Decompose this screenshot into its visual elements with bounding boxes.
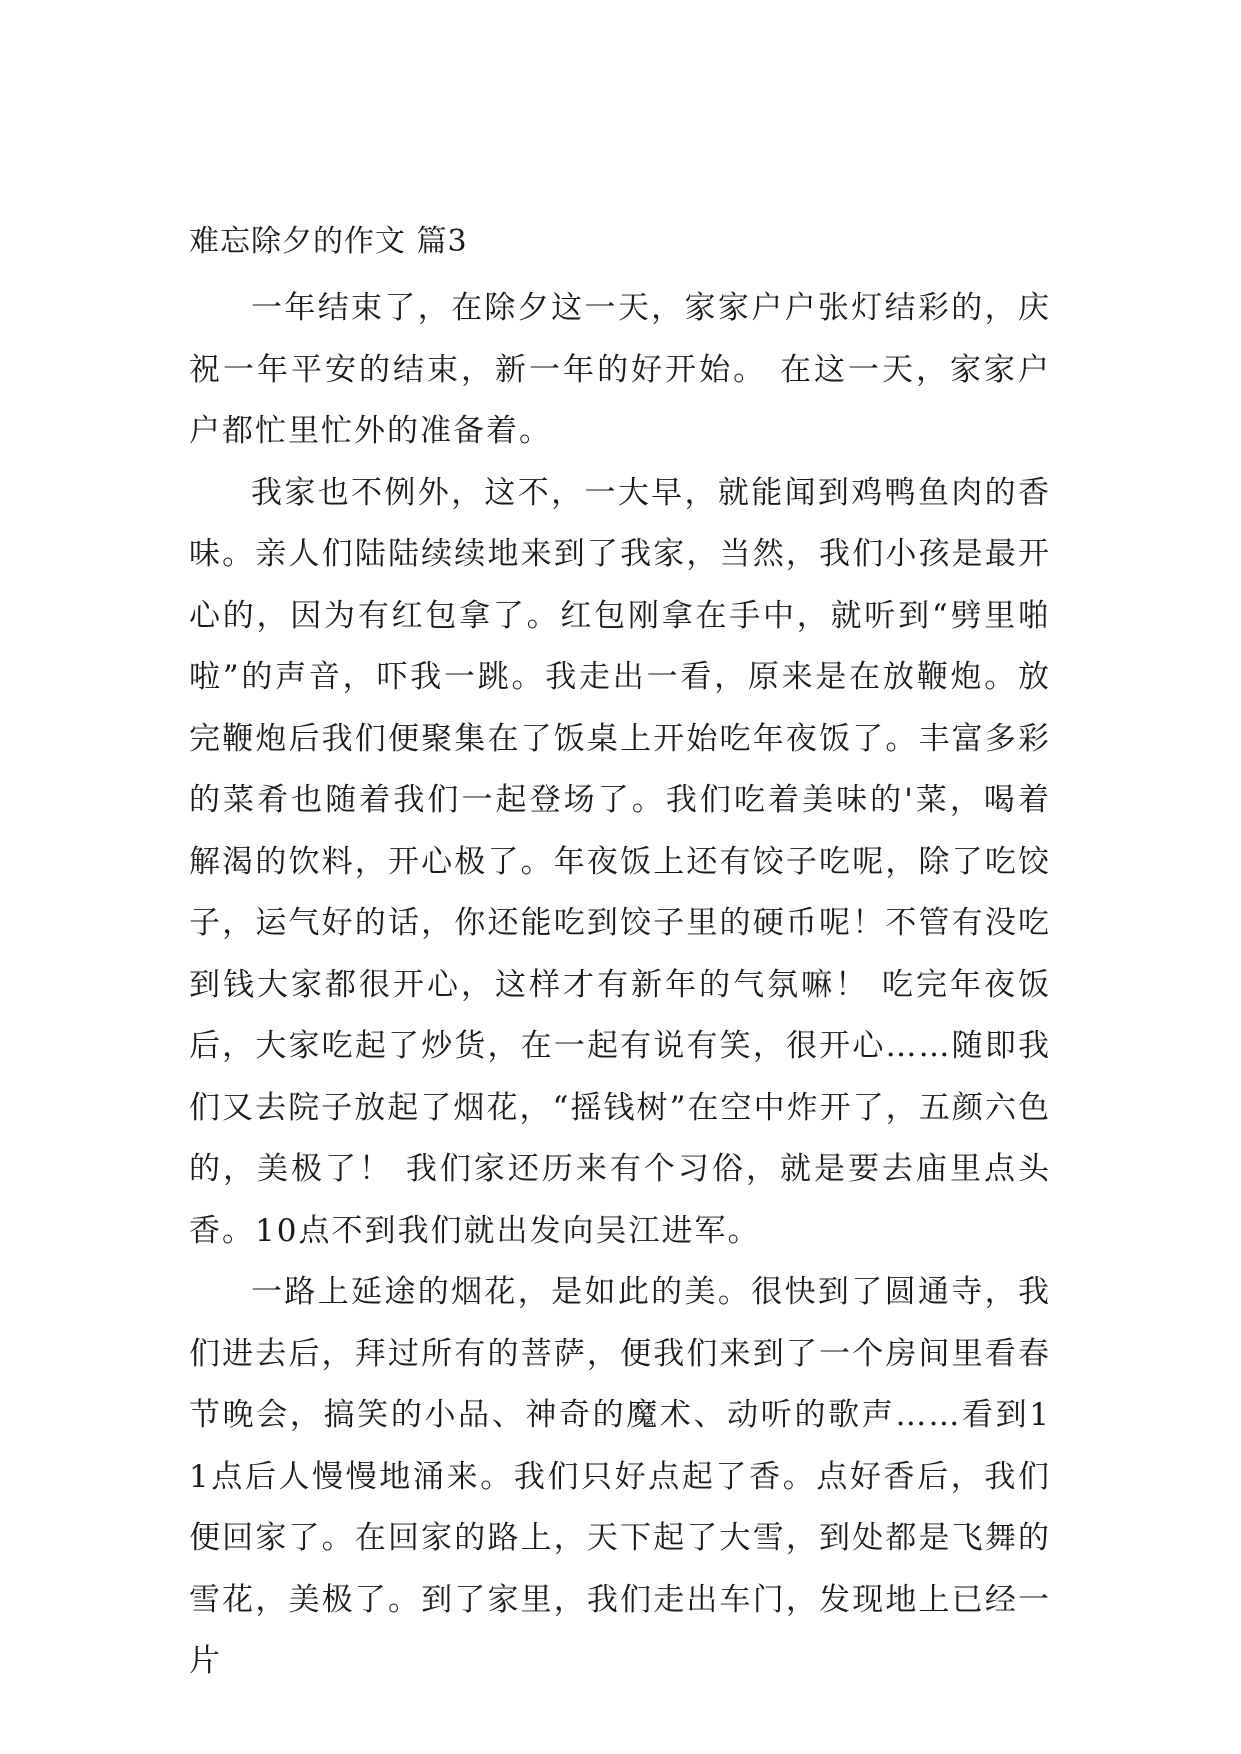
- document-body: [189, 222, 1051, 1693]
- paragraph-3: 一路上延途的烟花，是如此的美。很快到了圆通寺，我们进去后，拜过所有的菩萨，便我们来到了一个房间里看春节晚会，搞笑的小品、神奇的魔术、动听的歌声……看到11点后人慢慢地涌来。我们只好点起了香。点好香后，我们便回家了。在回家的路上，天下起了大雪，到处都是飞舞的雪花，美极了。到了家里，我们走出车门，发现地上已经一片: [189, 1274, 1051, 1679]
- document-title: 难忘除夕的作文 篇3: [189, 224, 468, 259]
- paragraph-1: 一年结束了，在除夕这一天，家家户户张灯结彩的，庆祝一年平安的结束，新一年的好开始。 在这一天，家家户户都忙里忙外的准备着。: [189, 290, 1051, 449]
- paragraph-2: 我家也不例外，这不，一大早，就能闻到鸡鸭鱼肉的香味。亲人们陆陆续续地来到了我家，当然，我们小孩是最开心的，因为有红包拿了。红包刚拿在手中，就听到“劈里啪啦”的声音，吓我一跳。我走出一看，原来是在放鞭炮。放完鞭炮后我们便聚集在了饭桌上开始吃年夜饭了。丰富多彩的菜肴也随着我们一起登场了。我们吃着美味的'菜，喝着解渴的饮料，开心极了。年夜饭上还有饺子吃呢，除了吃饺子，运气好的话，你还能吃到饺子里的硬币呢！不管有没吃到钱大家都很开心，这样才有新年的气氛嘛！ 吃完年夜饭后，大家吃起了炒货，在一起有说有笑，很开心……随即我们又去院子放起了烟花，“摇钱树”在空中炸开了，五颜六色的，美极了！ 我们家还历来有个习俗，就是要去庙里点头香。10点不到我们就出发向吴江进军。: [189, 474, 1051, 1249]
